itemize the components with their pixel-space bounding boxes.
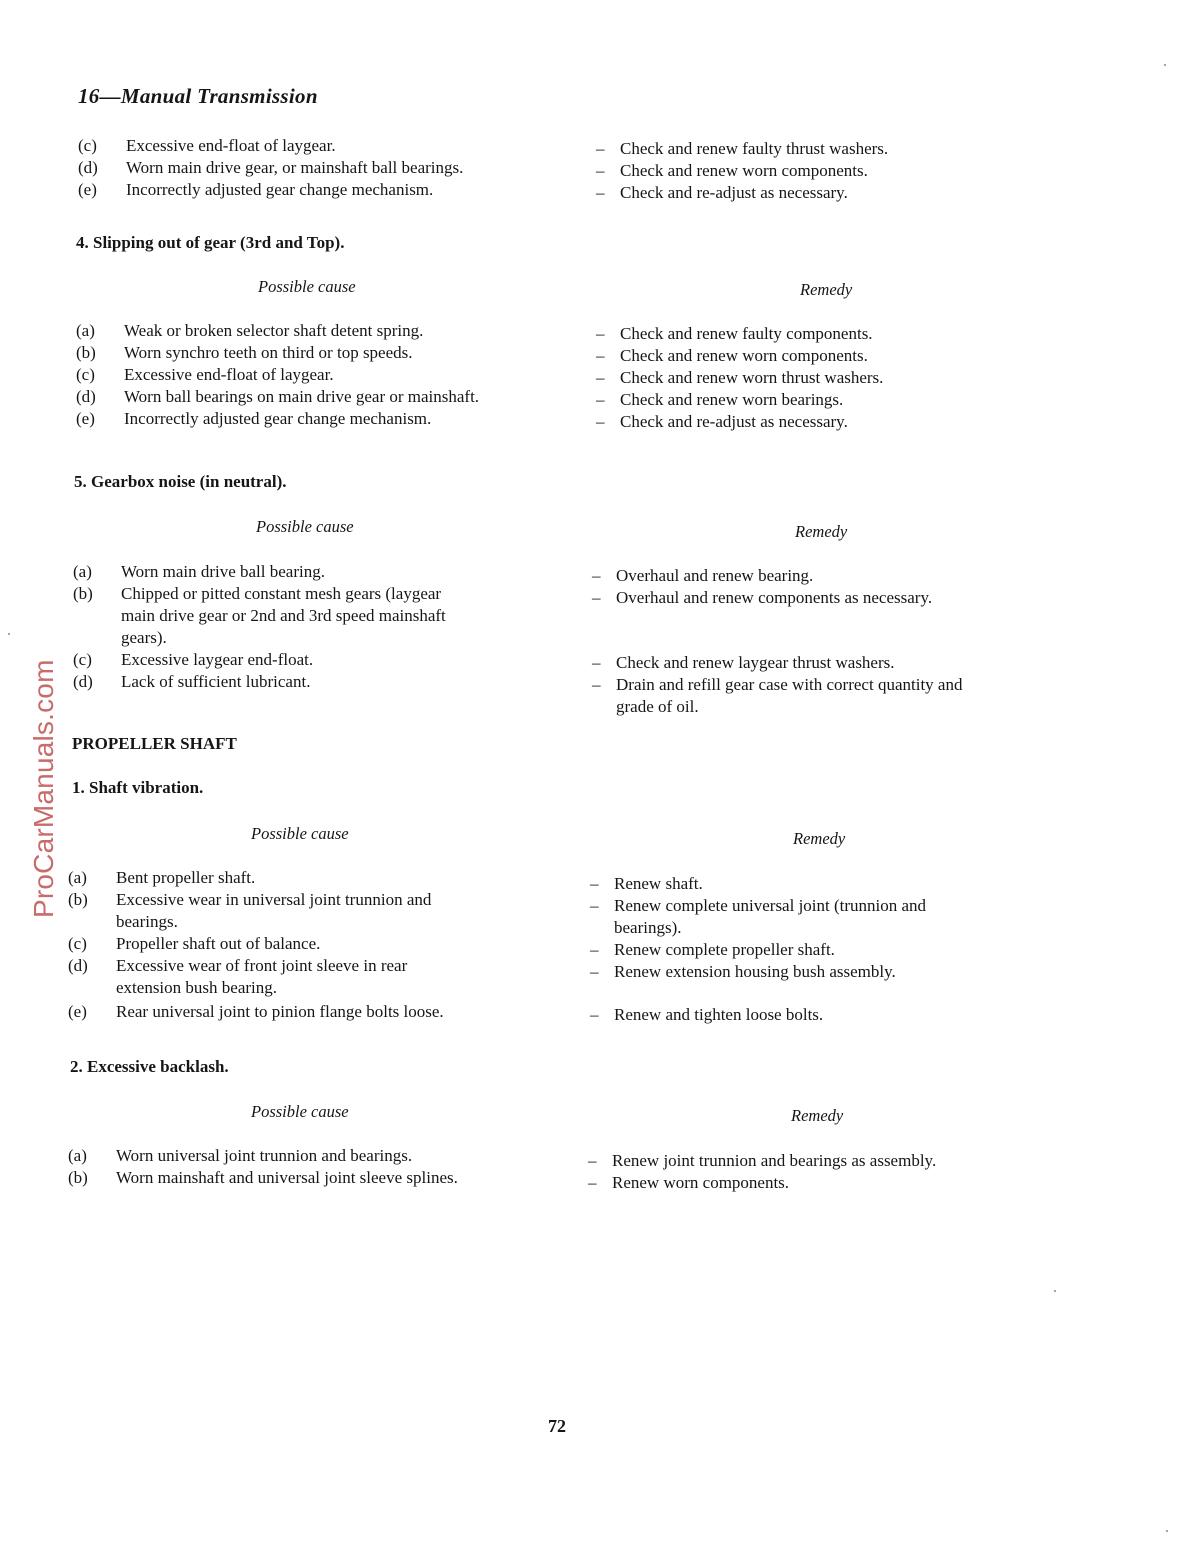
cause-item <box>68 867 536 889</box>
cause-item <box>78 157 546 179</box>
dash: – <box>596 139 605 158</box>
dash: – <box>596 324 605 343</box>
remedy-item <box>588 1172 1002 1194</box>
noise-heading: 5. Gearbox noise (in neutral). <box>74 472 287 491</box>
remedy-text: Renew and tighten loose bolts. <box>614 1005 824 1024</box>
remedy-text: Overhaul and renew components as necessary. <box>616 588 933 607</box>
dash: – <box>590 962 599 981</box>
remedy-text: Check and renew worn thrust washers. <box>620 368 884 387</box>
slipping-cause-list <box>76 320 544 430</box>
cause-letter: (a) <box>76 321 95 340</box>
cause-letter: (d) <box>68 956 88 975</box>
propeller-shaft-title: PROPELLER SHAFT <box>72 734 237 753</box>
cause-text: Worn universal joint trunnion and bearings. <box>116 1146 413 1165</box>
cause-letter: (e) <box>76 409 95 428</box>
cause-text: Worn ball bearings on main drive gear or mainshaft. <box>124 387 480 406</box>
cause-text: Lack of sufficient lubricant. <box>121 672 311 691</box>
noise-remedy-list-b <box>592 652 1006 718</box>
dash: – <box>588 1173 597 1192</box>
cause-item <box>68 889 536 933</box>
dash: – <box>596 390 605 409</box>
noise-cause-label: Possible cause <box>256 517 354 536</box>
vibration-remedy-label: Remedy <box>793 829 846 848</box>
cause-text: Excessive end-float of laygear. <box>124 365 334 384</box>
remedy-text: Check and re-adjust as necessary. <box>620 183 848 202</box>
remedy-text: Check and renew worn components. <box>620 161 868 180</box>
remedy-text: Check and renew worn components. <box>620 346 868 365</box>
noise-remedy-label: Remedy <box>795 522 848 541</box>
cause-text: Excessive wear of front joint sleeve in rear extension bush bearing. <box>116 956 408 997</box>
cause-letter: (e) <box>78 180 97 199</box>
cause-letter: (c) <box>78 136 97 155</box>
vibration-cause-list-e <box>68 1001 536 1023</box>
backlash-cause-list <box>68 1145 536 1189</box>
continued-remedy-list <box>596 138 1010 204</box>
slipping-heading: 4. Slipping out of gear (3rd and Top). <box>76 233 345 252</box>
cause-item <box>78 135 546 157</box>
remedy-item <box>592 565 1006 587</box>
noise-remedy-list-a <box>592 565 1006 609</box>
cause-letter: (b) <box>76 343 96 362</box>
dash: – <box>596 346 605 365</box>
cause-item <box>68 1145 536 1167</box>
watermark: ProCarManuals.com <box>28 659 59 918</box>
scan-speck <box>8 633 10 635</box>
vibration-heading: 1. Shaft vibration. <box>72 778 204 797</box>
backlash-cause-label: Possible cause <box>251 1102 349 1121</box>
cause-letter: (b) <box>68 1168 88 1187</box>
remedy-text: Drain and refill gear case with correct quantity and grade of oil. <box>616 675 963 716</box>
remedy-text: Check and renew laygear thrust washers. <box>616 653 895 672</box>
remedy-item <box>592 652 1006 674</box>
cause-letter: (a) <box>73 562 92 581</box>
remedy-item <box>592 587 1006 609</box>
dash: – <box>596 161 605 180</box>
slipping-remedy-list <box>596 323 1010 433</box>
scan-speck <box>1054 1290 1056 1292</box>
remedy-text: Check and renew faulty components. <box>620 324 873 343</box>
cause-text: Propeller shaft out of balance. <box>116 934 321 953</box>
remedy-item <box>596 160 1010 182</box>
remedy-text: Check and re-adjust as necessary. <box>620 412 848 431</box>
cause-letter: (d) <box>78 158 98 177</box>
cause-letter: (c) <box>68 934 87 953</box>
cause-letter: (b) <box>68 890 88 909</box>
remedy-item <box>596 367 1010 389</box>
backlash-remedy-label: Remedy <box>791 1106 844 1125</box>
dash: – <box>592 653 601 672</box>
remedy-item <box>592 674 1006 718</box>
cause-item <box>68 955 536 999</box>
cause-text: Weak or broken selector shaft detent spring. <box>124 321 424 340</box>
scan-speck <box>1166 1530 1168 1532</box>
remedy-text: Check and renew worn bearings. <box>620 390 844 409</box>
remedy-text: Renew worn components. <box>612 1173 790 1192</box>
vibration-remedy-list <box>590 873 1004 983</box>
backlash-heading: 2. Excessive backlash. <box>70 1057 229 1076</box>
vibration-cause-label: Possible cause <box>251 824 349 843</box>
page-number: 72 <box>548 1416 566 1436</box>
cause-letter: (a) <box>68 868 87 887</box>
cause-item <box>73 583 541 649</box>
dash: – <box>590 940 599 959</box>
cause-item <box>73 561 541 583</box>
cause-item <box>78 179 546 201</box>
cause-item <box>76 364 544 386</box>
dash: – <box>596 183 605 202</box>
remedy-item <box>590 961 1004 983</box>
cause-item <box>73 649 541 671</box>
remedy-item <box>590 895 1004 939</box>
backlash-remedy-list <box>588 1150 1002 1194</box>
vibration-remedy-list-e <box>590 1004 1004 1026</box>
remedy-text: Renew extension housing bush assembly. <box>614 962 896 981</box>
remedy-item <box>590 873 1004 895</box>
remedy-text: Check and renew faulty thrust washers. <box>620 139 889 158</box>
cause-item <box>68 933 536 955</box>
remedy-text: Renew complete propeller shaft. <box>614 940 835 959</box>
slipping-remedy-label: Remedy <box>800 280 853 299</box>
dash: – <box>590 896 599 915</box>
cause-text: Bent propeller shaft. <box>116 868 256 887</box>
cause-text: Incorrectly adjusted gear change mechanism. <box>124 409 432 428</box>
cause-text: Worn synchro teeth on third or top speeds. <box>124 343 413 362</box>
cause-item <box>76 408 544 430</box>
dash: – <box>590 874 599 893</box>
remedy-text: Renew complete universal joint (trunnion and bearings). <box>614 896 927 937</box>
remedy-item <box>596 345 1010 367</box>
cause-item <box>68 1167 536 1189</box>
remedy-text: Overhaul and renew bearing. <box>616 566 814 585</box>
cause-text: Rear universal joint to pinion flange bolts loose. <box>116 1002 444 1021</box>
vibration-cause-list <box>68 867 536 999</box>
cause-letter: (a) <box>68 1146 87 1165</box>
cause-text: Excessive laygear end-float. <box>121 650 314 669</box>
remedy-item <box>596 138 1010 160</box>
cause-item <box>76 342 544 364</box>
dash: – <box>592 588 601 607</box>
cause-text: Worn main drive ball bearing. <box>121 562 325 581</box>
remedy-text: Renew joint trunnion and bearings as assembly. <box>612 1151 937 1170</box>
remedy-item <box>590 1004 1004 1026</box>
cause-text: Worn main drive gear, or mainshaft ball bearings. <box>126 158 464 177</box>
cause-text: Excessive wear in universal joint trunnion and bearings. <box>116 890 432 931</box>
remedy-item <box>588 1150 1002 1172</box>
remedy-text: Renew shaft. <box>614 874 703 893</box>
cause-item <box>68 1001 536 1023</box>
cause-item <box>76 320 544 342</box>
dash: – <box>590 1005 599 1024</box>
cause-letter: (c) <box>73 650 92 669</box>
dash: – <box>596 412 605 431</box>
remedy-item <box>596 389 1010 411</box>
scan-speck <box>1164 64 1166 66</box>
slipping-cause-label: Possible cause <box>258 277 356 296</box>
remedy-item <box>596 323 1010 345</box>
cause-letter: (b) <box>73 584 93 603</box>
remedy-item <box>596 182 1010 204</box>
page-header: 16—Manual Transmission <box>78 84 318 108</box>
noise-cause-list <box>73 561 541 693</box>
continued-cause-list <box>78 135 546 201</box>
cause-item <box>76 386 544 408</box>
cause-text: Chipped or pitted constant mesh gears (laygear main drive gear or 2nd and 3rd speed mainshaft gears). <box>121 584 446 647</box>
dash: – <box>592 675 601 694</box>
dash: – <box>592 566 601 585</box>
cause-letter: (c) <box>76 365 95 384</box>
cause-item <box>73 671 541 693</box>
cause-letter: (d) <box>76 387 96 406</box>
cause-text: Worn mainshaft and universal joint sleeve splines. <box>116 1168 458 1187</box>
dash: – <box>588 1151 597 1170</box>
remedy-item <box>590 939 1004 961</box>
dash: – <box>596 368 605 387</box>
cause-text: Incorrectly adjusted gear change mechanism. <box>126 180 434 199</box>
cause-letter: (d) <box>73 672 93 691</box>
cause-text: Excessive end-float of laygear. <box>126 136 336 155</box>
cause-letter: (e) <box>68 1002 87 1021</box>
remedy-item <box>596 411 1010 433</box>
